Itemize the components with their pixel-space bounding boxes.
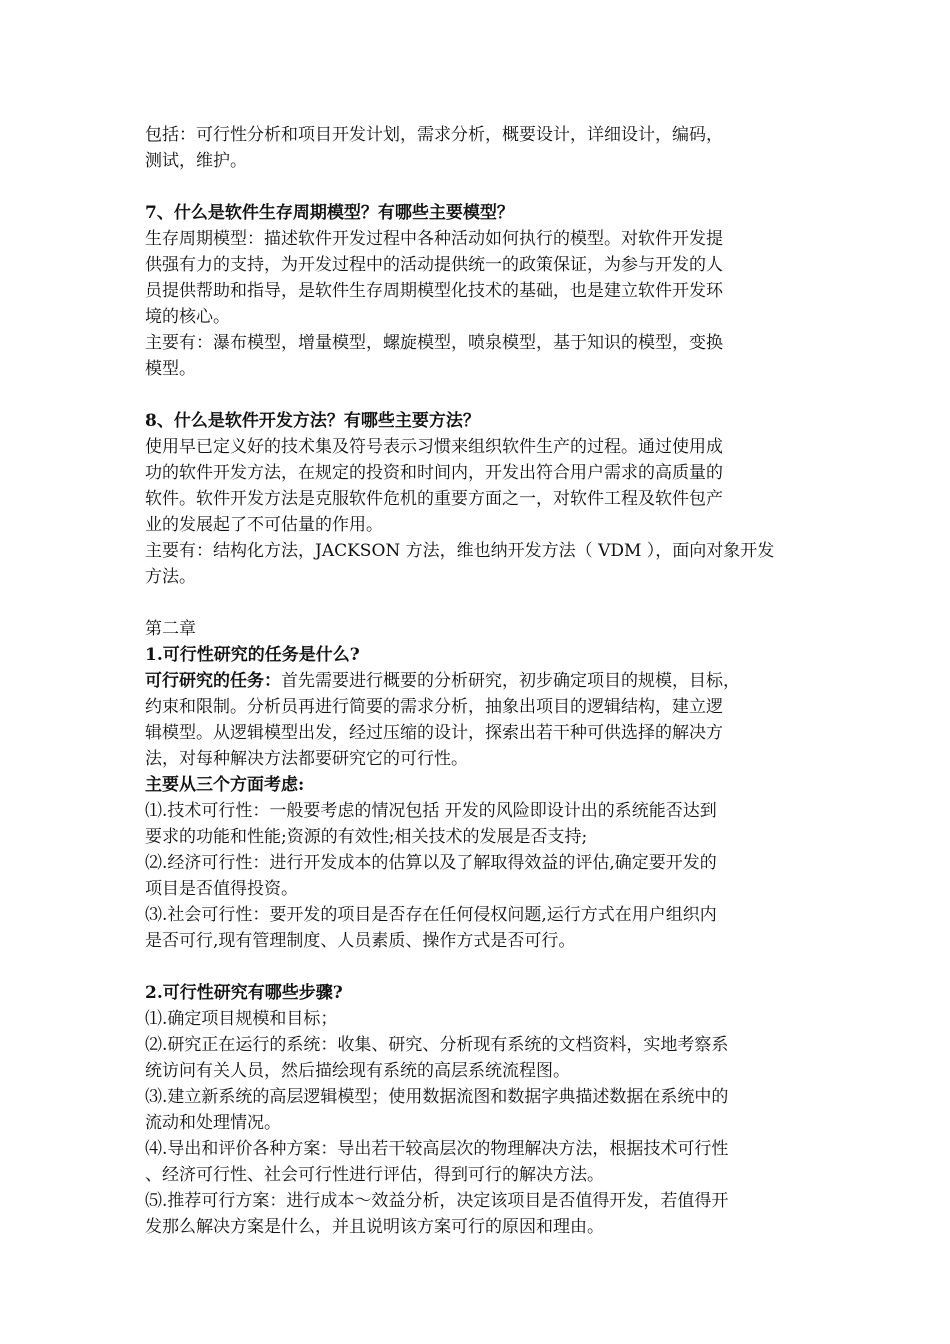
text-line: 模型。 [145, 359, 196, 379]
text-line: 境的核心。 [145, 307, 230, 327]
text-line: 供强有力的支持，为开发过程中的活动提供统一的政策保证，为参与开发的人 [145, 255, 723, 275]
section-heading: 2.可行性研究有哪些步骤? [145, 983, 343, 1003]
text-line: 功的软件开发方法，在规定的投资和时间内，开发出符合用户需求的高质量的 [145, 463, 723, 483]
text-line: 要求的功能和性能;资源的有效性;相关技术的发展是否支持; [145, 827, 588, 847]
text-line: 主要有：结构化方法，JACKSON 方法，维也纳开发方法（ VDM ），面向对象开发 [145, 541, 775, 561]
text-line: 生存周期模型：描述软件开发过程中各种活动如何执行的模型。对软件开发提 [145, 229, 723, 249]
text-line: 法，对每种解决方法都要研究它的可行性。 [145, 749, 468, 769]
text-line: ⑴.技术可行性：一般要考虑的情况包括 开发的风险即设计出的系统能否达到 [145, 801, 717, 821]
text-line: ⑵.研究正在运行的系统：收集、研究、分析现有系统的文档资料，实地考察系 [145, 1035, 729, 1055]
text-line: 员提供帮助和指导，是软件生存周期模型化技术的基础，也是建立软件开发环 [145, 281, 723, 301]
section-heading: 1.可行性研究的任务是什么? [145, 645, 360, 665]
section-heading: 8、什么是软件开发方法？有哪些主要方法？ [145, 411, 480, 431]
text-line: 发那么解决方案是什么，并且说明该方案可行的原因和理由。 [145, 1217, 604, 1237]
lead-text: 首先需要进行概要的分析研究，初步确定项目的规模，目标， [281, 671, 740, 691]
text-line: 流动和处理情况。 [145, 1113, 281, 1133]
paragraph-gap [145, 590, 805, 616]
text-line: 项目是否值得投资。 [145, 879, 298, 899]
text-line: 业的发展起了不可估量的作用。 [145, 515, 383, 535]
text-line: 测试，维护。 [145, 151, 247, 171]
section-heading: 7、什么是软件生存周期模型？有哪些主要模型？ [145, 203, 514, 223]
text-line: 辑模型。从逻辑模型出发，经过压缩的设计，探索出若干种可供选择的解决方 [145, 723, 723, 743]
text-line: 包括：可行性分析和项目开发计划，需求分析，概要设计，详细设计，编码， [145, 125, 723, 145]
text-line: 第二章 [145, 619, 196, 639]
section-heading: 主要从三个方面考虑: [145, 775, 305, 795]
text-line: ⑴.确定项目规模和目标； [145, 1009, 338, 1029]
text-line: 主要有：瀑布模型，增量模型，螺旋模型，喷泉模型，基于知识的模型，变换 [145, 333, 723, 353]
lead-label: 可行研究的任务： [145, 671, 281, 691]
document-page [145, 122, 805, 1240]
text-line: ⑶.社会可行性：要开发的项目是否存在任何侵权问题,运行方式在用户组织内 [145, 905, 717, 925]
text-line: ⑸.推荐可行方案：进行成本～效益分析，决定该项目是否值得开发，若值得开 [145, 1191, 729, 1211]
paragraph-gap [145, 174, 805, 200]
text-line: 统访问有关人员，然后描绘现有系统的高层系统流程图。 [145, 1061, 570, 1081]
text-line: 、经济可行性、社会可行性进行评估，得到可行的解决方法。 [145, 1165, 604, 1185]
paragraph-gap [145, 954, 805, 980]
text-line: 软件。软件开发方法是克服软件危机的重要方面之一，对软件工程及软件包产 [145, 489, 723, 509]
text-line: ⑶.建立新系统的高层逻辑模型；使用数据流图和数据字典描述数据在系统中的 [145, 1087, 729, 1107]
text-line: ⑷.导出和评价各种方案：导出若干较高层次的物理解决方法，根据技术可行性 [145, 1139, 729, 1159]
text-line: 使用早已定义好的技术集及符号表示习惯来组织软件生产的过程。通过使用成 [145, 437, 723, 457]
text-line: ⑵.经济可行性：进行开发成本的估算以及了解取得效益的评估,确定要开发的 [145, 853, 717, 873]
text-line [145, 668, 805, 694]
text-line: 是否可行,现有管理制度、人员素质、操作方式是否可行。 [145, 931, 576, 951]
text-line: 约束和限制。分析员再进行简要的需求分析，抽象出项目的逻辑结构，建立逻 [145, 697, 723, 717]
paragraph-gap [145, 382, 805, 408]
text-line: 方法。 [145, 567, 196, 587]
